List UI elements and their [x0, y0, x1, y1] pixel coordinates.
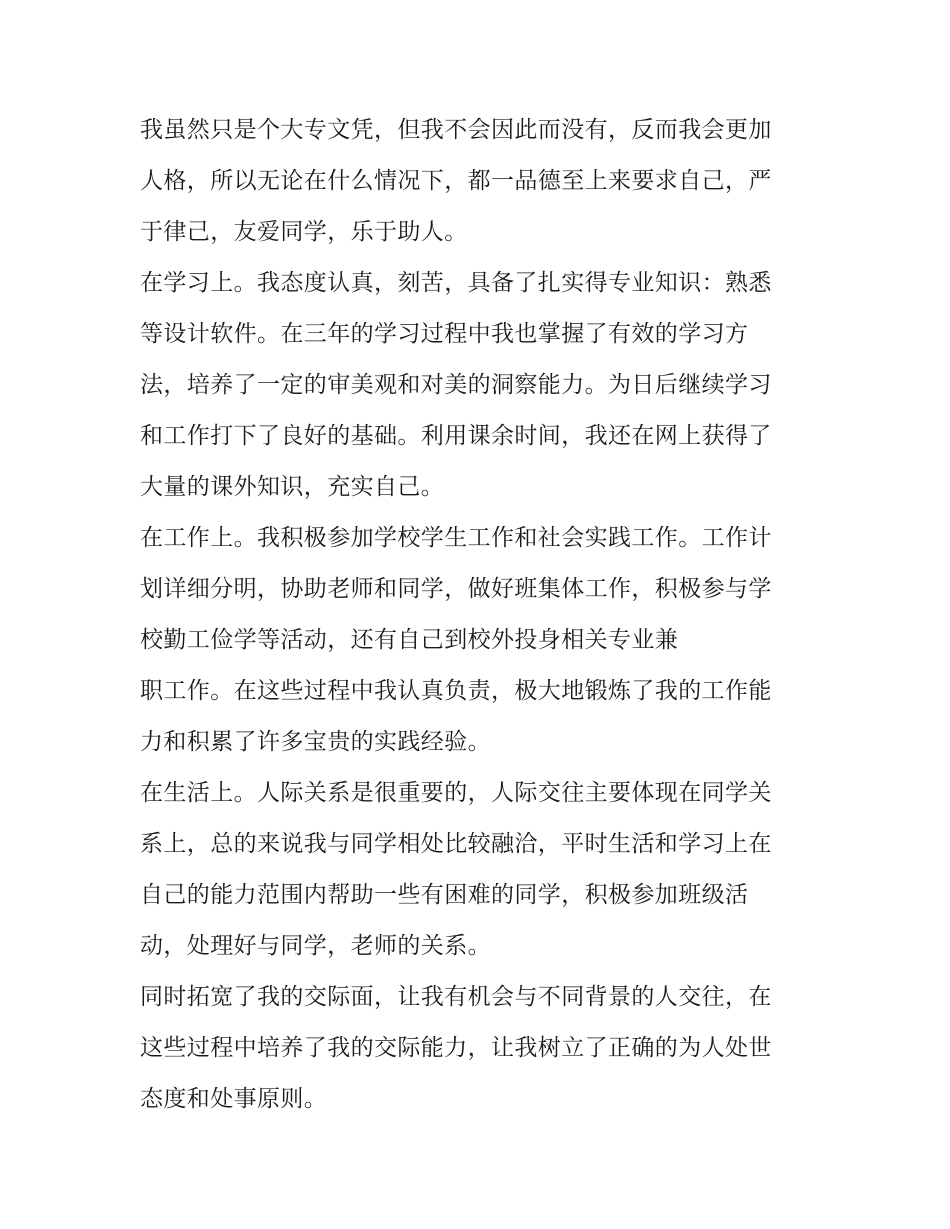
text-line: 和工作打下了良好的基础。利用课余时间，我还在网上获得了 — [140, 423, 772, 449]
text-line: 于律己，友爱同学，乐于助人。 — [140, 219, 468, 245]
text-line: 划详细分明，协助老师和同学，做好班集体工作，积极参与学 — [140, 576, 772, 602]
document-body — [140, 105, 820, 1125]
text-line: 态度和处事原则。 — [140, 1086, 328, 1112]
text-line: 我虽然只是个大专文凭，但我不会因此而没有，反而我会更加 — [140, 117, 772, 143]
text-line: 系上，总的来说我与同学相处比较融洽，平时生活和学习上在 — [140, 831, 772, 857]
text-line: 校勤工俭学等活动，还有自己到校外投身相关专业兼 — [140, 627, 679, 653]
text-line: 法，培养了一定的审美观和对美的洞察能力。为日后继续学习 — [140, 372, 772, 398]
text-line: 自己的能力范围内帮助一些有困难的同学，积极参加班级活 — [140, 882, 749, 908]
text-line: 大量的课外知识，充实自己。 — [140, 474, 445, 500]
text-line: 在工作上。我积极参加学校学生工作和社会实践工作。工作计 — [140, 525, 772, 551]
text-line: 等设计软件。在三年的学习过程中我也掌握了有效的学习方 — [140, 321, 749, 347]
text-line: 同时拓宽了我的交际面，让我有机会与不同背景的人交往，在 — [140, 984, 772, 1010]
text-line: 在学习上。我态度认真，刻苦，具备了扎实得专业知识：熟悉 — [140, 270, 772, 296]
text-line: 在生活上。人际关系是很重要的，人际交往主要体现在同学关 — [140, 780, 772, 806]
text-line: 力和积累了许多宝贵的实践经验。 — [140, 729, 491, 755]
text-line: 这些过程中培养了我的交际能力，让我树立了正确的为人处世 — [140, 1035, 772, 1061]
text-line: 动，处理好与同学，老师的关系。 — [140, 933, 491, 959]
text-line: 职工作。在这些过程中我认真负责，极大地锻炼了我的工作能 — [140, 678, 772, 704]
text-line: 人格，所以无论在什么情况下，都一品德至上来要求自己，严 — [140, 168, 772, 194]
